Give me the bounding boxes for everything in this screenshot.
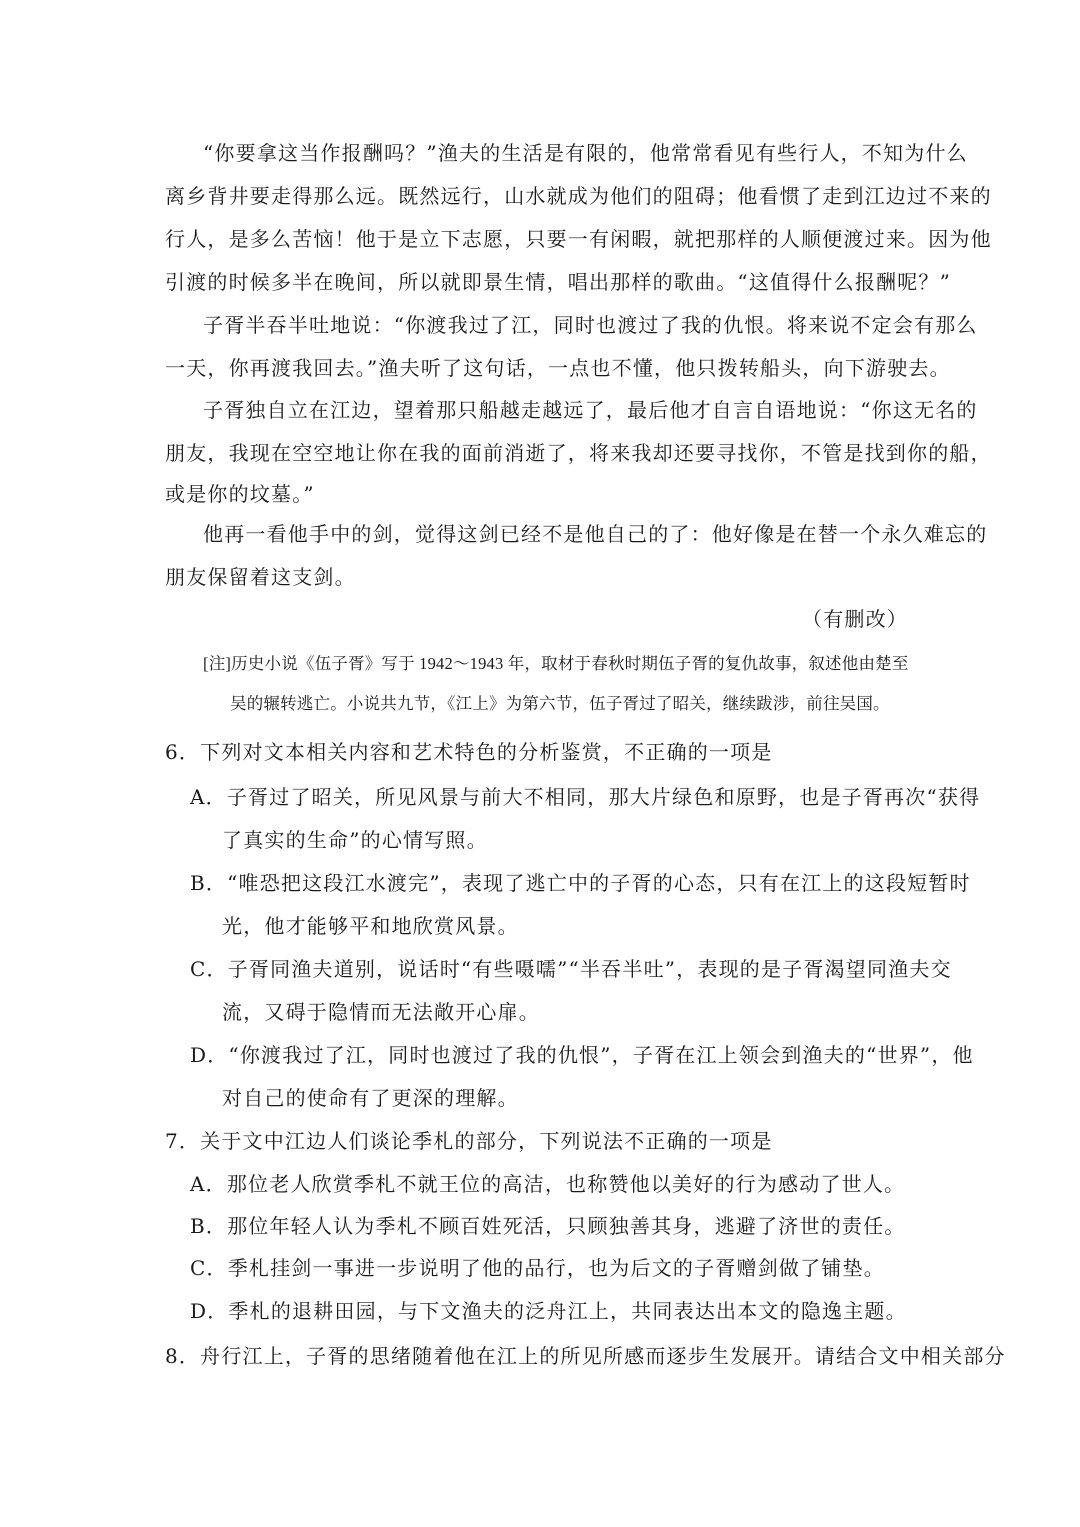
question-6-option-b-line-2: 光，他才能够平和地欣赏风景。 — [222, 914, 519, 938]
question-6-option-a-line-1: A．子胥过了昭关，所见风景与前大不相同，那大片绿色和原野，也是子胥再次“获得 — [190, 785, 981, 809]
question-6-option-d-line-1: D．“你渡我过了江，同时也渡过了我的仇恨”，子胥在江上领会到渔夫的“世界”，他 — [190, 1043, 974, 1067]
question-6-option-b-line-1: B．“唯恐把这段江水渡完”，表现了逃亡中的子胥的心态，只有在江上的这段短暂时 — [190, 871, 971, 895]
passage-p4-line-2: 朋友保留着这支剑。 — [165, 565, 356, 589]
question-7-option-d: D．季札的退耕田园，与下文渔夫的泛舟江上，共同表达出本文的隐逸主题。 — [190, 1299, 907, 1323]
question-7-stem: 7．关于文中江边人们谈论季札的部分，下列说法不正确的一项是 — [165, 1129, 773, 1153]
question-6-option-d-line-2: 对自己的使命有了更深的理解。 — [222, 1086, 519, 1110]
passage-p4-line-1: 他再一看他手中的剑，觉得这剑已经不是他自己的了：他好像是在替一个永久难忘的 — [203, 522, 988, 546]
question-8-stem: 8．舟行江上，子胥的思绪随着他在江上的所见所感而逐步生发展开。请结合文中相关部分 — [165, 1344, 1006, 1368]
passage-p2-line-2: 一天，你再渡我回去。”渔夫听了这句话，一点也不懂，他只拨转船头，向下游驶去。 — [165, 356, 951, 380]
question-6-stem: 6．下列对文本相关内容和艺术特色的分析鉴赏，不正确的一项是 — [165, 740, 773, 764]
question-6-option-a-line-2: 了真实的生命”的心情写照。 — [222, 828, 488, 852]
passage-p1-line-1: “你要拿这当作报酬吗？”渔夫的生活是有限的，他常常看见有些行人，不知为什么 — [203, 141, 968, 165]
question-7-option-b: B．那位年轻人认为季札不顾百姓死活，只顾独善其身，逃避了济世的责任。 — [190, 1214, 906, 1238]
passage-p3-line-3: 或是你的坟墓。” — [165, 482, 315, 506]
source-note: （有删改） — [802, 607, 908, 631]
annotation-line-2: 吴的辗转逃亡。小说共九节，《江上》为第六节，伍子胥过了昭关，继续跋涉，前往吴国。 — [230, 694, 890, 713]
passage-p1-line-3: 行人，是多么苦恼！他于是立下志愿，只要一有闲暇，就把那样的人顺便渡过来。因为他 — [165, 227, 992, 251]
question-7-option-c: C．季札挂剑一事进一步说明了他的品行，也为后文的子胥赠剑做了铺垫。 — [190, 1256, 885, 1280]
question-6-option-c-line-1: C．子胥同渔夫道别，说话时“有些嗫嚅”“半吞半吐”，表现的是子胥渴望同渔夫交 — [190, 957, 952, 981]
passage-p1-line-2: 离乡背井要走得那么远。既然远行，山水就成为他们的阻碍；他看惯了走到江边过不来的 — [165, 184, 992, 208]
passage-p3-line-2: 朋友，我现在空空地让你在我的面前消逝了，将来我却还要寻找你，不管是找到你的船， — [165, 441, 992, 465]
question-7-option-a: A．那位老人欣赏季札不就王位的高洁，也称赞他以美好的行为感动了世人。 — [190, 1172, 906, 1196]
passage-p2-line-1: 子胥半吞半吐地说：“你渡我过了江，同时也渡过了我的仇恨。将来说不定会有那么 — [203, 313, 978, 337]
question-6-option-c-line-2: 流，又碍于隐情而无法敞开心扉。 — [222, 1000, 540, 1024]
passage-p3-line-1: 子胥独自立在江边，望着那只船越走越远了，最后他才自言自语地说：“你这无名的 — [203, 398, 978, 422]
annotation-line-1: [注]历史小说《伍子胥》写于 1942～1943 年，取材于春秋时期伍子胥的复仇故事，叙述他由楚至 — [203, 654, 909, 673]
passage-p1-line-4: 引渡的时候多半在晚间，所以就即景生情，唱出那样的歌曲。“这值得什么报酬呢？” — [165, 270, 952, 294]
